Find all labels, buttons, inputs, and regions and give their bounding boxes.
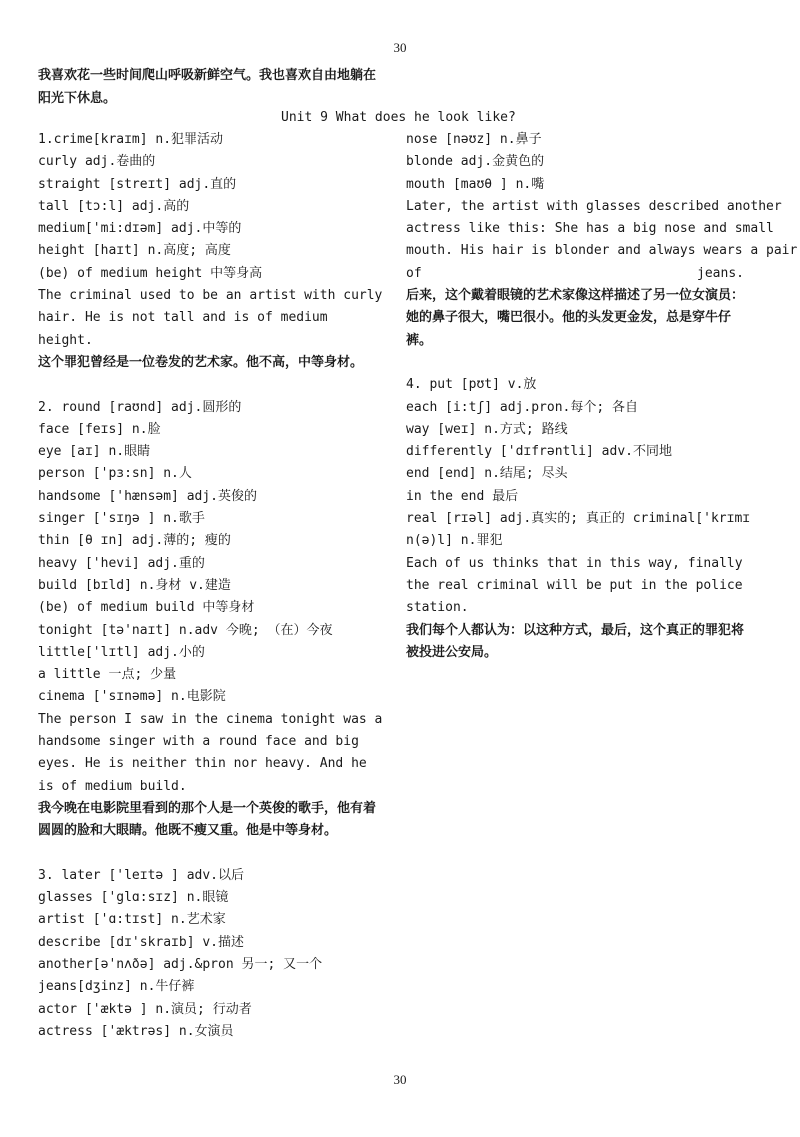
page-number-top: 30: [393, 40, 407, 55]
vocab-entry: height [haɪt] n.高度; 高度: [38, 243, 231, 259]
section-2: [38, 397, 388, 843]
vocab-entry: 1.crime[kraɪm] n.犯罪活动: [38, 132, 224, 147]
vocab-entry: 2. round [raʊnd] adj.圆形的: [38, 399, 242, 415]
vocab-entry: each [i:tʃ] adj.pron.每个; 各自: [406, 399, 639, 415]
vocab-entry: straight [streɪt] adj.直的: [38, 176, 237, 192]
vocab-entry: singer ['sɪŋə ] n.歌手: [38, 511, 205, 527]
vocab-entry: cinema ['sɪnəmə] n.电影院: [38, 689, 226, 705]
vocab-entry: person ['pɜ:sn] n.人: [38, 466, 192, 482]
vocab-entry: (be) of medium build 中等身材: [38, 600, 255, 616]
vocab-entry: build [bɪld] n.身材 v.建造: [38, 577, 231, 593]
example-translation: 这个罪犯曾经是一位卷发的艺术家。他不高，中等身材。: [38, 354, 364, 370]
section-3: [38, 865, 388, 1043]
vocab-entry: eye [aɪ] n.眼睛: [38, 444, 151, 460]
intro-paragraph: 我喜欢花一些时间爬山呼吸新鲜空气。我也喜欢自由地躺在阳光下休息。: [38, 68, 377, 106]
example-translation: 后来，这个戴着眼镜的艺术家像这样描述了另一位女演员：她的鼻子很大，嘴巴很小。他的头发更金发，总是穿牛仔裤。: [406, 288, 745, 348]
vocab-entry: artist ['ɑ:tɪst] n.艺术家: [38, 912, 226, 928]
vocab-entry: way [weɪ] n.方式; 路线: [406, 421, 568, 437]
example-sentence: Each of us thinks that in this way, finally the real criminal will be put in the police station.: [406, 555, 743, 616]
example-translation: 我们每个人都认为：以这种方式，最后，这个真正的罪犯将被投进公安局。: [406, 622, 745, 660]
vocab-entry: tonight [tə'naɪt] n.adv 今晚; （在）今夜: [38, 622, 333, 638]
unit-title: Unit 9 What does he look like?: [281, 110, 516, 125]
vocab-entry: little['lɪtl] adj.小的: [38, 644, 205, 660]
example-translation: 我今晚在电影院里看到的那个人是一个英俊的歌手，他有着圆圆的脸和大眼睛。他既不瘦又重。他是中等身材。: [38, 800, 377, 839]
vocab-entry: jeans[dʒinz] n.牛仔裤: [38, 979, 195, 995]
section-3-continued: [406, 129, 798, 352]
example-sentence-line: mouth. His hair is blonder and always wears a pair: [406, 243, 798, 259]
sentence-word: of: [406, 265, 422, 281]
example-sentence-line: [406, 263, 744, 285]
vocab-entry: handsome ['hænsəm] adj.英俊的: [38, 488, 258, 504]
right-column: [406, 129, 798, 664]
example-sentence: The criminal used to be an artist with curly hair. He is not tall and is of medium height.: [38, 288, 383, 348]
page-number-bottom: 30: [393, 1072, 407, 1087]
vocab-entry: face [feɪs] n.脸: [38, 421, 161, 437]
vocab-entry: curly adj.卷曲的: [38, 154, 156, 170]
example-sentence-line: Later, the artist with glasses described another: [406, 198, 782, 214]
vocab-entry: another[ə'nʌðə] adj.&pron 另一; 又一个: [38, 956, 323, 972]
vocab-entry: actress ['æktrəs] n.女演员: [38, 1023, 234, 1039]
vocab-entry: actor ['æktə ] n.演员; 行动者: [38, 1001, 252, 1017]
vocab-entry: heavy ['hevi] adj.重的: [38, 555, 205, 571]
vocab-entry: medium['mi:dɪəm] adj.中等的: [38, 221, 242, 237]
vocab-entry: real [rɪəl] adj.真实的; 真正的 criminal['krɪmɪ: [406, 511, 751, 527]
vocab-entry: 3. later ['leɪtə ] adv.以后: [38, 867, 245, 883]
vocab-entry: in the end 最后: [406, 488, 519, 504]
vocab-entry: describe [dɪ'skraɪb] v.描述: [38, 934, 245, 950]
vocab-entry: a little 一点; 少量: [38, 667, 177, 683]
vocab-entry: mouth [maʊθ ] n.嘴: [406, 176, 545, 192]
vocab-entry: blonde adj.金黄色的: [406, 154, 545, 170]
vocab-entry: end [end] n.结尾; 尽头: [406, 466, 568, 482]
vocab-entry: nose [nəʊz] n.鼻子: [406, 132, 542, 147]
vocab-entry: (be) of medium height 中等身高: [38, 265, 263, 281]
vocab-entry: n(ə)l] n.罪犯: [406, 533, 503, 549]
example-sentence-line: actress like this: She has a big nose and small: [406, 221, 774, 237]
example-sentence: The person I saw in the cinema tonight was a handsome singer with a round face and big eyes. He is neither thin nor heavy. And he is of medium build.: [38, 711, 383, 794]
vocab-entry: differently ['dɪfrəntli] adv.不同地: [406, 444, 672, 460]
vocab-entry: thin [θ ɪn] adj.薄的; 瘦的: [38, 533, 231, 549]
sentence-word: jeans.: [697, 265, 744, 281]
vocab-entry: 4. put [pʊt] v.放: [406, 377, 537, 393]
section-1: [38, 129, 388, 374]
vocab-entry: tall [tɔ:l] adj.高的: [38, 198, 190, 214]
section-4: [406, 374, 751, 664]
left-column: [38, 129, 388, 1043]
vocab-entry: glasses ['glɑ:sɪz] n.眼镜: [38, 890, 229, 906]
